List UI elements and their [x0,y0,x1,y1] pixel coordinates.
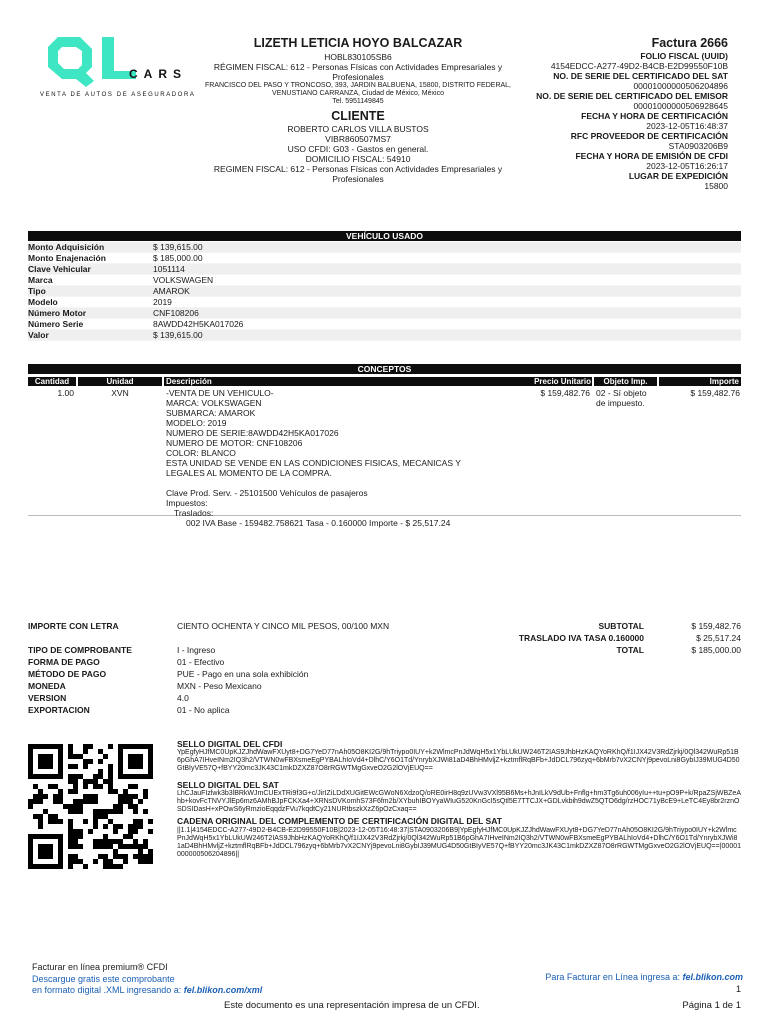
payment-value: 01 - No aplica [177,705,230,715]
clave-prod: Clave Prod. Serv. - 25101500 Vehículos de pasajeros [166,488,368,498]
fecha-cert-label: FECHA Y HORA DE CERTIFICACIÓN [581,111,728,121]
payment-label: FORMA DE PAGO [28,657,100,667]
sat-seal-value: LhCJauFIzlwk3b3lBRkWJmCUExTRi9f3G+c/JirIZiLDdXUGitEWcGWoN6XdzoQ/oRE0irH8q9zUVw3VXl95B6Ms+hJnILkV9dUb+Fnflg+hm3Tg6uh006yIu++tu+pO9P+k/RpaZSjWBZeAhb+kovFcTNVYJlEp6mz6AMhBJpFCKXa4+XRNsDVKomhS73F6fm2b/XYbuhIBOYyaWIuG520KnGcI5sQtl5E7TTCJX+GDLvkbih9dwZ5QTO6dg/rzHOC71yBcE9+LeTC4Ey8br2rznOSDSIDasH+xPOwS6yRmzioEqqdzFVu7kqdtCy21NURtbszkXzZ6pOzCxaq== [177,790,741,813]
impuestos-label: Impuestos: [166,498,208,508]
vehicle-row [28,242,741,253]
issuer-address: FRANCISCO DEL PASO Y TRONCOSO, 393, JARDIN BALBUENA, 15800, DISTRITO FEDERAL, VENUSTIANO CARRANZA, Ciudad de México, México [204,82,512,97]
vehicle-row [28,330,741,341]
billing-link[interactable]: fel.blikon.com [682,972,743,982]
concept-objeto [596,388,660,408]
xml-download-link[interactable]: fel.blikon.com/xml [183,985,263,995]
download-line: Descargue gratis este comprobante [32,974,175,984]
payment-label: VERSION [28,693,67,703]
vehicle-row-label: Clave Vehicular [28,264,91,274]
serie-emisor-value: 00001000000506928645 [633,101,728,111]
payment-label: MÉTODO DE PAGO [28,669,107,679]
concept-importe: $ 159,482.76 [690,388,740,398]
vehicle-row [28,319,741,330]
traslado-line: 002 IVA Base - 159482.758621 Tasa - 0.160000 Importe - $ 25,517.24 [186,518,451,528]
vehicle-row-label: Número Serie [28,319,84,329]
col-importe: Importe [659,377,741,386]
chain-label: CADENA ORIGINAL DEL COMPLEMENTO DE CERTIFICACIÓN DIGITAL DEL SAT [177,816,502,826]
payment-value: MXN - Peso Mexicano [177,681,262,691]
download-text: en formato digital .XML ingresando a: [32,985,184,995]
subtotal-label: SUBTOTAL [598,621,644,631]
sat-seal-label: SELLO DIGITAL DEL SAT [177,780,279,790]
client-rfc: VIBR860507MS7 [325,134,391,144]
vehicle-row-label: Valor [28,330,49,340]
vehicle-row-label: Monto Adquisición [28,242,105,252]
concept-row [28,386,741,528]
client-heading: CLIENTE [331,109,385,123]
vehicle-row-value: $ 139,615.00 [153,330,203,340]
desc-line: LEGALES AL MOMENTO DE LA COMPRA. [166,468,332,478]
vehicle-row-label: Número Motor [28,308,87,318]
serie-sat-value: 00001000000506204896 [633,81,728,91]
vehicle-row-value: 1051114 [153,264,185,274]
objeto-line: 02 - Sí objeto [596,388,647,398]
vehicle-row-value: AMAROK [153,286,190,296]
serie-emisor-label: NO. DE SERIE DEL CERTIFICADO DEL EMISOR [536,91,728,101]
desc-line: NUMERO DE SERIE:8AWDD42H5KA017026 [166,428,339,438]
desc-line: ESTA UNIDAD SE VENDE EN LAS CONDICIONES FISICAS, MECANICAS Y [166,458,461,468]
folio-label: FOLIO FISCAL (UUID) [640,51,728,61]
billing-text: Para Facturar en Línea ingresa a: [545,972,683,982]
vehicle-row-value: 2019 [153,297,172,307]
company-logo [40,33,140,89]
invoice-title: Factura 2666 [651,36,728,50]
folio-value: 4154EDCC-A277-49D2-B4CB-E2D99550F10B [550,61,728,71]
vehicle-row-value: 8AWDD42H5KA017026 [153,319,244,329]
letra-label: IMPORTE CON LETRA [28,621,119,631]
iva-label: TRASLADO IVA TASA 0.160000 [518,633,644,643]
issuer-block [200,36,516,184]
total-value: $ 185,000.00 [691,645,741,655]
representation-note: Este documento es una representación impresa de un CFDI. [224,1000,480,1011]
rfc-prov-value: STA0903206B9 [668,141,728,151]
iva-value: $ 25,517.24 [696,633,741,643]
vehicle-row-value: VOLKSWAGEN [153,275,214,285]
letra-value: CIENTO OCHENTA Y CINCO MIL PESOS, 00/100 MXN [177,621,390,631]
issuer-name: LIZETH LETICIA HOYO BALCAZAR [253,36,463,50]
subtotal-value: $ 159,482.76 [691,621,741,631]
vehicle-row-value: CNF108206 [153,308,199,318]
logo-wordmark: CARS [129,67,188,81]
concepts-heading: CONCEPTOS [28,364,741,374]
payment-label: EXPORTACION [28,705,90,715]
cfdi-seal-value: YpEgfyHJfMC0UpKJZJhdWawFXUyt8+DG7YeD77nAh05O8KI2G/9hTriypo0IUY+k2WlmcPnJdWqH5x1YbLUkUW246T2IAS9JhbHzKAQYoRKhQ/f1IJX42V3RdZjrkj/0Ql342WuRp51B6pGhA7IHveINm2IQ3h2/VTWN0wFBXsmeEgPYBALhIoVd4+DlhC/Y6O1Td/YnrybXJWi81aD4BhHMvljZ+kztmflRqBFb+JdDCL796zyq+6bMrb7vX2CNYj9pevoLni8GybIJ39MUG4D50GtBIyVE57Q+fBYY20mc3JK43C1mkDZXZ87O8rRGWTMgGxveO2G2lOVjEUQ== [177,749,740,772]
vehicle-row [28,286,741,297]
client-regimen: REGIMEN FISCAL: 612 - Personas Físicas con Actividades Empresariales y Profesionales [213,164,503,184]
invoice-meta [520,36,728,191]
concept-precio: $ 159,482.76 [540,388,590,398]
vehicle-row [28,297,741,308]
concept-unidad: XVN [111,388,129,398]
vehicle-heading: VEHÍCULO USADO [28,231,741,241]
payment-label: MONEDA [28,681,66,691]
col-descripcion: Descripción [164,377,532,386]
vehicle-row [28,275,741,286]
col-cantidad: Cantidad [28,377,76,386]
payment-label: TIPO DE COMPROBANTE [28,645,132,655]
page-count: 1 [735,984,741,994]
download-link-line [32,985,262,995]
client-uso-cfdi: USO CFDI: G03 - Gastos en general. [287,144,429,154]
page-number: Página 1 de 1 [682,1000,741,1011]
issuer-regimen: RÉGIMEN FISCAL: 612 - Personas Físicas con Actividades Empresariales y Profesionales [213,62,503,82]
objeto-line: de impuesto. [596,398,645,408]
vehicle-row [28,264,741,275]
payment-value: 4.0 [177,693,189,703]
fecha-cert-value: 2023-12-05T16:48:37 [646,121,728,131]
issuer-rfc: HOBL830105SB6 [324,52,392,62]
issuer-phone: Tel. 5951149845 [332,98,384,105]
logo-tagline: VENTA DE AUTOS DE ASEGURADORA [40,92,196,98]
qr-code [28,744,153,869]
vehicle-row-label: Tipo [28,286,46,296]
concept-cantidad: 1.00 [57,388,74,398]
desc-line: MARCA: VOLKSWAGEN [166,398,262,408]
vehicle-row-label: Modelo [28,297,58,307]
desc-line: COLOR: BLANCO [166,448,236,458]
desc-line: NUMERO DE MOTOR: CNF108206 [166,438,303,448]
vehicle-row-value: $ 139,615.00 [153,242,203,252]
vehicle-row-value: $ 185,000.00 [153,253,203,263]
col-unidad: Unidad [78,377,162,386]
payment-value: PUE - Pago en una sola exhibición [177,669,309,679]
traslados-label: Traslados: [174,508,214,518]
desc-line: SUBMARCA: AMAROK [166,408,256,418]
payment-value: I - Ingreso [177,645,216,655]
payment-value: 01 - Efectivo [177,657,225,667]
billing-link-line [500,972,743,982]
lugar-value: 15800 [704,181,728,191]
vehicle-row-label: Monto Enajenación [28,253,106,263]
fecha-emision-label: FECHA Y HORA DE EMISIÓN DE CFDI [575,151,728,161]
col-objeto: Objeto Imp. [594,377,657,386]
col-precio: Precio Unitario [532,377,592,386]
vehicle-row-label: Marca [28,275,53,285]
fecha-emision-value: 2023-12-05T16:26:17 [646,161,728,171]
client-domicilio: DOMICILIO FISCAL: 54910 [305,154,411,164]
concept-descripcion [166,388,526,528]
serie-sat-label: NO. DE SERIE DEL CERTIFICADO DEL SAT [553,71,728,81]
lugar-label: LUGAR DE EXPEDICIÓN [628,171,728,181]
rfc-prov-label: RFC PROVEEDOR DE CERTIFICACIÓN [570,131,728,141]
desc-line: MODELO: 2019 [166,418,227,428]
cfdi-seal-label: SELLO DIGITAL DEL CFDI [177,739,283,749]
chain-value: ||1.1|4154EDCC-A277-49D2-B4CB-E2D99550F10B|2023-12-05T16:48:37|STA0903206B9|YpEgfyHJfMC0UpKJZJhdWawFXUyt8+DG7YeD77nAh05O8KI2G/9hTriypo0IUY+k2WlmcPnJdWqH5x1YbLUkUW246T2IAS9JhbHzKAQYoRKhQ/f1IJX42V3RdZjrkj/0Ql342WuRp51B6pGhA7IHveINm2IQ3h2/VTWN0wFBXsmeEgPYBALhIoVd4+DlhC/Y6O1Td/YnrybXJWi81aD4BhHMvljZ+kztmflRqBFb+JdDCL796zyq+6bMrb7vX2CNYj9pevoLni8GybIJ39MUG4D50GtBIyVE57Q+fBYY20mc3JK43C1mkDZXZ87O8rRGWTMgGxveO2G2lOVjEUQ==|00001000000506204896|| [177,827,741,858]
vehicle-row [28,253,741,264]
total-label: TOTAL [616,645,644,655]
vehicle-row [28,308,741,319]
client-name: ROBERTO CARLOS VILLA BUSTOS [287,124,429,134]
desc-line: -VENTA DE UN VEHICULO- [166,388,274,398]
premium-label: Facturar en línea premium® CFDI [32,962,168,972]
